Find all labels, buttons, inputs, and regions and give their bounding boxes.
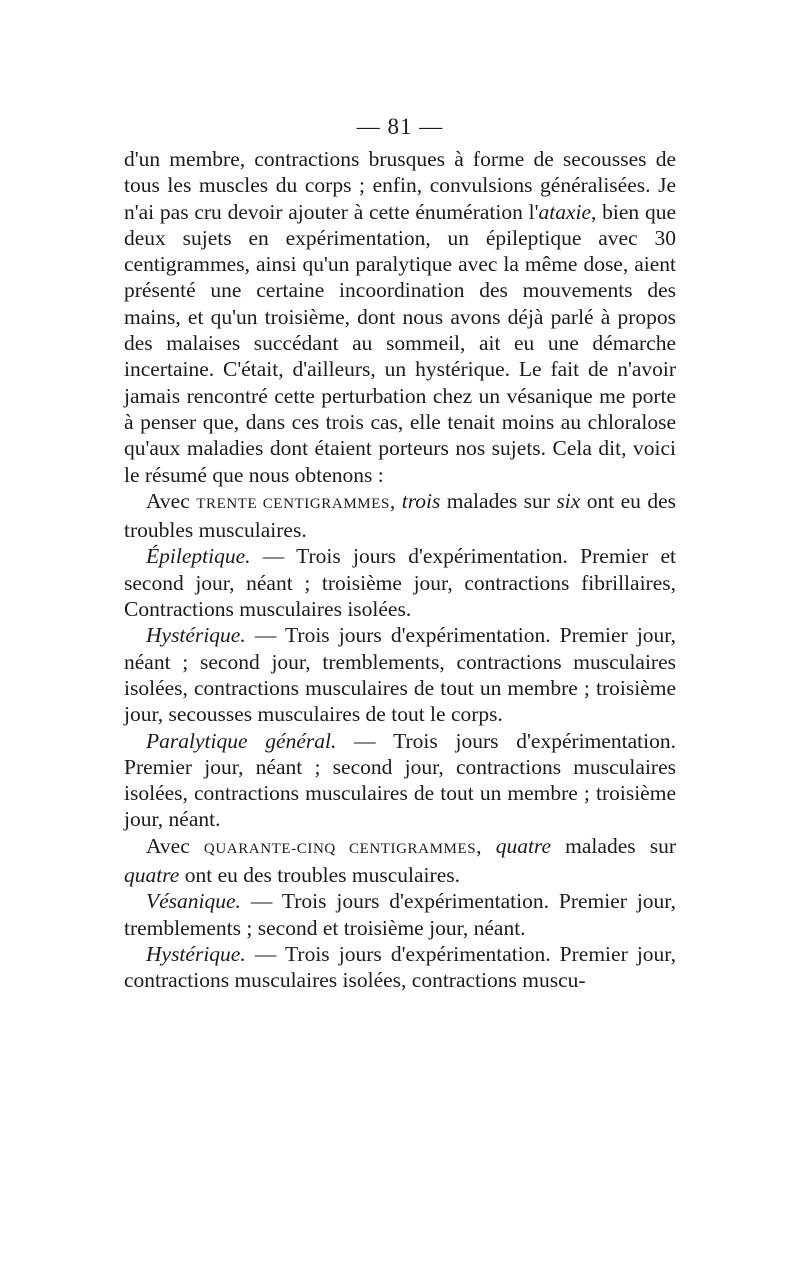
small-caps-dose: TRENTE CENTIGRAMMES (196, 495, 390, 512)
paragraph-epileptique: Épileptique. — Trois jours d'expérimentation. Premier et second jour, néant ; troisième jour, contractions fibrillaires, Contractions musculaires isolées. (124, 544, 676, 622)
case-label: Épileptique. (146, 544, 251, 569)
case-label: Hystérique. (146, 941, 246, 966)
paragraph-hysterique-1: Hystérique. — Trois jours d'expérimentation. Premier jour, néant ; second jour, tremblements, contractions musculaires isolées, contractions musculaires de tout un membre ; troisième jour, secousses musculaires de tout le corps. (124, 623, 676, 727)
paragraph-dose-30: Avec TRENTE CENTIGRAMMES, trois malades sur six ont eu des troubles musculaires. (124, 488, 676, 543)
case-label: Paralytique général. (146, 728, 337, 753)
italic-term: ataxie (538, 199, 592, 224)
body-text (124, 146, 676, 994)
paragraph-vesanique: Vésanique. — Trois jours d'expérimentation. Premier jour, tremblements ; second et troisième jour, néant. (124, 889, 676, 940)
paragraph-hysterique-2: Hystérique. — Trois jours d'expérimentation. Premier jour, contractions musculaires isolées, contractions muscu- (124, 941, 676, 993)
case-label: Hystérique. (146, 623, 246, 648)
paragraph-intro: d'un membre, contractions brusques à forme de secousses de tous les muscles du corps ; enfin, convulsions généralisées. Je n'ai pas cru devoir ajouter à cette énumération l'ataxie, bien que deux sujets en expérimentation, un épileptique avec 30 centigrammes, ainsi qu'un paralytique avec la même dose, aient présenté une certaine incoordination des mouvements des mains, et qu'un troisième, dont nous avons déjà parlé à propos des malaises succédant au sommeil, ait eu une démarche incertaine. C'était, d'ailleurs, un hystérique. Le fait de n'avoir jamais rencontré cette perturbation chez un vésanique me porte à penser que, dans ces trois cas, elle tenait moins au chloralose qu'aux maladies dont étaient porteurs nos sujets. Cela dit, voici le résumé que nous obtenons : (124, 147, 676, 487)
case-label: Vésanique. (146, 889, 241, 914)
paragraph-dose-45: Avec QUARANTE-CINQ CENTIGRAMMES, quatre malades sur quatre ont eu des troubles musculaires. (124, 833, 677, 888)
page-number: — 81 — (356, 114, 444, 139)
small-caps-dose: QUARANTE-CINQ CENTIGRAMMES (203, 840, 477, 857)
paragraph-paralytique: Paralytique général. — Trois jours d'expérimentation. Premier jour, néant ; second jour, contractions musculaires isolées, contractions musculaires de tout un membre ; troisième jour, néant. (124, 728, 676, 832)
